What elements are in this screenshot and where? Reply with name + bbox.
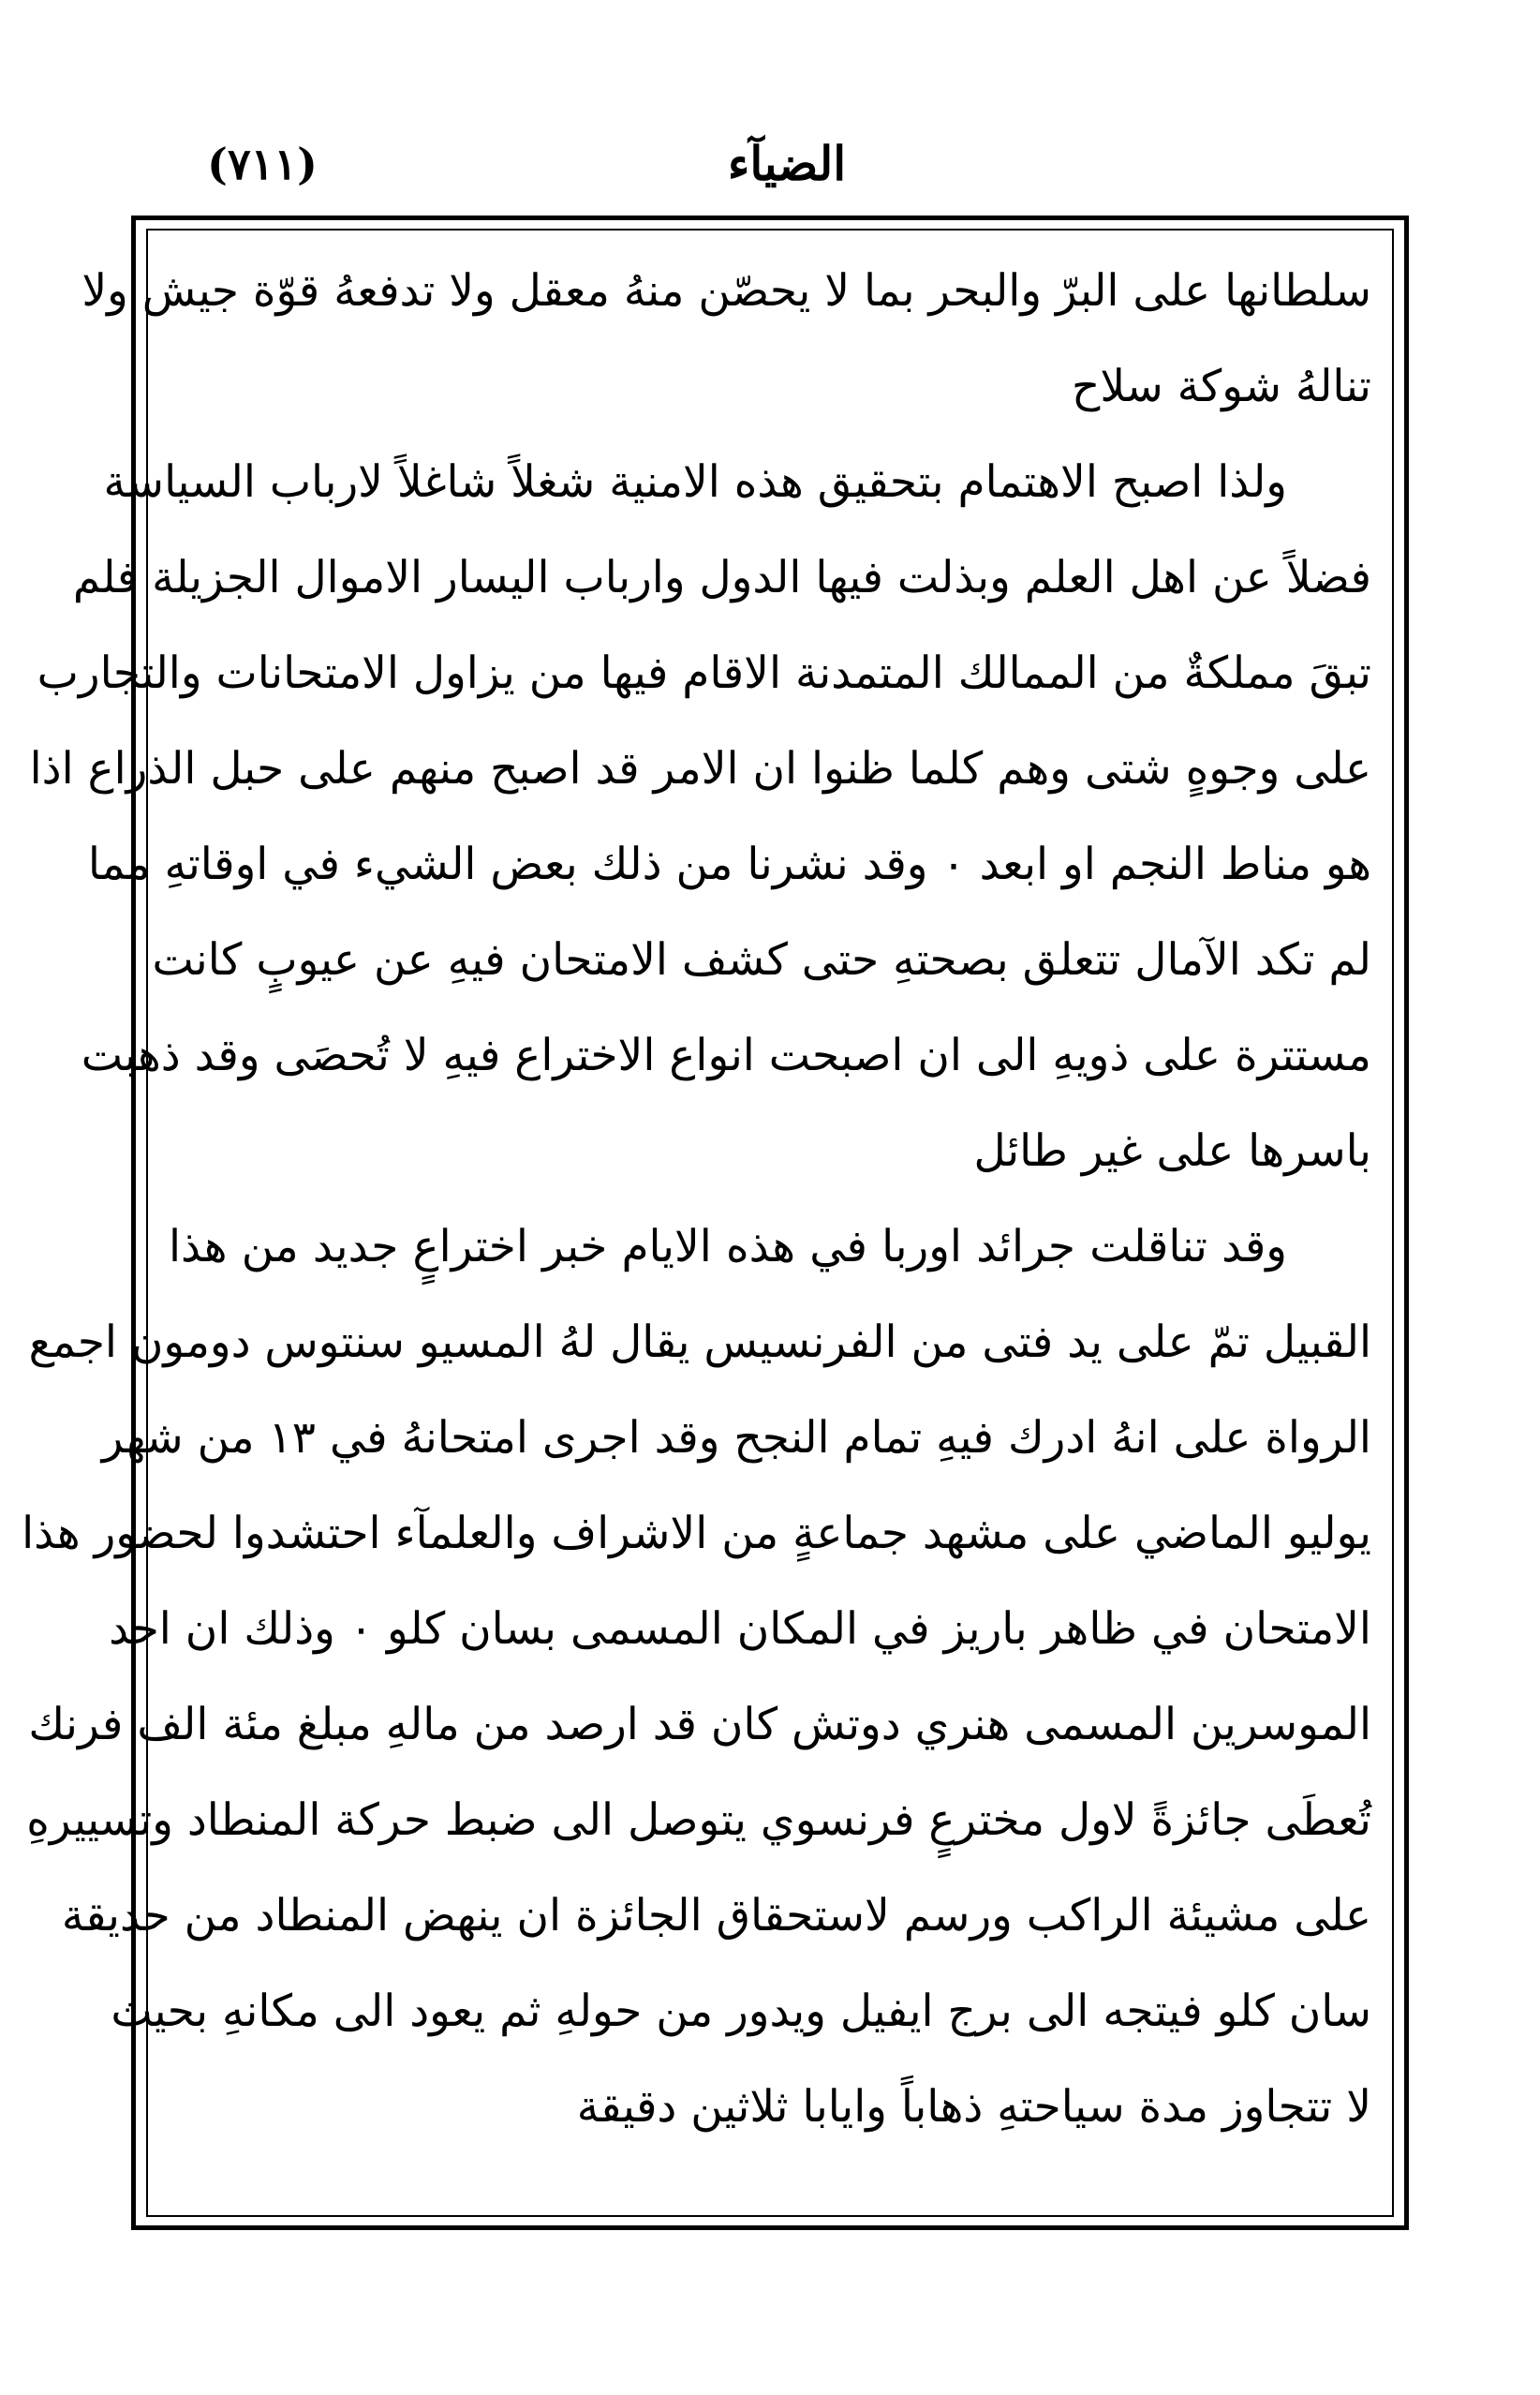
text-line: باسرها على غير طائل bbox=[973, 1125, 1371, 1177]
text-line: الامتحان في ظاهر باريز في المكان المسمى بسان كلو ٠ وذلك ان احد bbox=[109, 1603, 1371, 1655]
journal-title: الضيآء bbox=[727, 136, 847, 191]
article-body bbox=[22, 244, 1371, 2202]
text-line: لا تتجاوز مدة سياحتهِ ذهاباً وايابا ثلاثين دقيقة bbox=[576, 2081, 1371, 2133]
text-line: لم تكد الآمال تتعلق بصحتهِ حتى كشف الامتحان فيهِ عن عيوبٍ كانت bbox=[152, 934, 1371, 986]
text-line: ولذا اصبح الاهتمام بتحقيق هذه الامنية شغلاً شاغلاً لارباب السياسة bbox=[103, 456, 1287, 508]
text-line: وقد تناقلت جرائد اوربا في هذه الايام خبر اختراعٍ جديد من هذا bbox=[169, 1221, 1287, 1272]
text-line: فضلاً عن اهل العلم وبذلت فيها الدول وارباب اليسار الاموال الجزيلة فلم bbox=[72, 552, 1371, 603]
text-line: سلطانها على البرّ والبحر بما لا يحصّن منهُ معقل ولا تدفعهُ قوّة جيش ولا bbox=[81, 265, 1371, 317]
text-line: على مشيئة الراكب ورسم لاستحقاق الجائزة ان ينهض المنطاد من حديقة bbox=[61, 1890, 1371, 1941]
text-line: الرواة على انهُ ادرك فيهِ تمام النجح وقد اجرى امتحانهُ في ١٣ من شهر bbox=[101, 1412, 1371, 1464]
text-line: يوليو الماضي على مشهد جماعةٍ من الاشراف والعلمآء احتشدوا لحضور هذا bbox=[22, 1508, 1371, 1559]
text-line: تُعطَى جائزةً لاول مخترعٍ فرنسوي يتوصل الى ضبط حركة المنطاد وتسييرهِ bbox=[26, 1794, 1371, 1846]
text-line: تنالهُ شوكة سلاح bbox=[1072, 361, 1371, 412]
text-line: هو مناط النجم او ابعد ٠ وقد نشرنا من ذلك بعض الشيء في اوقاتهِ مما bbox=[87, 839, 1371, 890]
text-line: القبيل تمّ على يد فتى من الفرنسيس يقال لهُ المسيو سنتوس دومون اجمع bbox=[28, 1317, 1371, 1368]
text-line: سان كلو فيتجه الى برج ايفيل ويدور من حولهِ ثم يعود الى مكانهِ بحيث bbox=[111, 1986, 1371, 2037]
text-line: على وجوهٍ شتى وهم كلما ظنوا ان الامر قد اصبح منهم على حبل الذراع اذا bbox=[29, 743, 1371, 795]
page-number: (٧١١) bbox=[207, 139, 318, 189]
text-line: الموسرين المسمى هنري دوتش كان قد ارصد من مالهِ مبلغ مئة الف فرنك bbox=[28, 1699, 1371, 1750]
page-header bbox=[141, 122, 1396, 206]
text-line: مستترة على ذويهِ الى ان اصبحت انواع الاختراع فيهِ لا تُحصَى وقد ذهبت bbox=[81, 1030, 1371, 1081]
text-line: تبقَ مملكةٌ من الممالك المتمدنة الاقام فيها من يزاول الامتحانات والتجارب bbox=[37, 647, 1371, 699]
